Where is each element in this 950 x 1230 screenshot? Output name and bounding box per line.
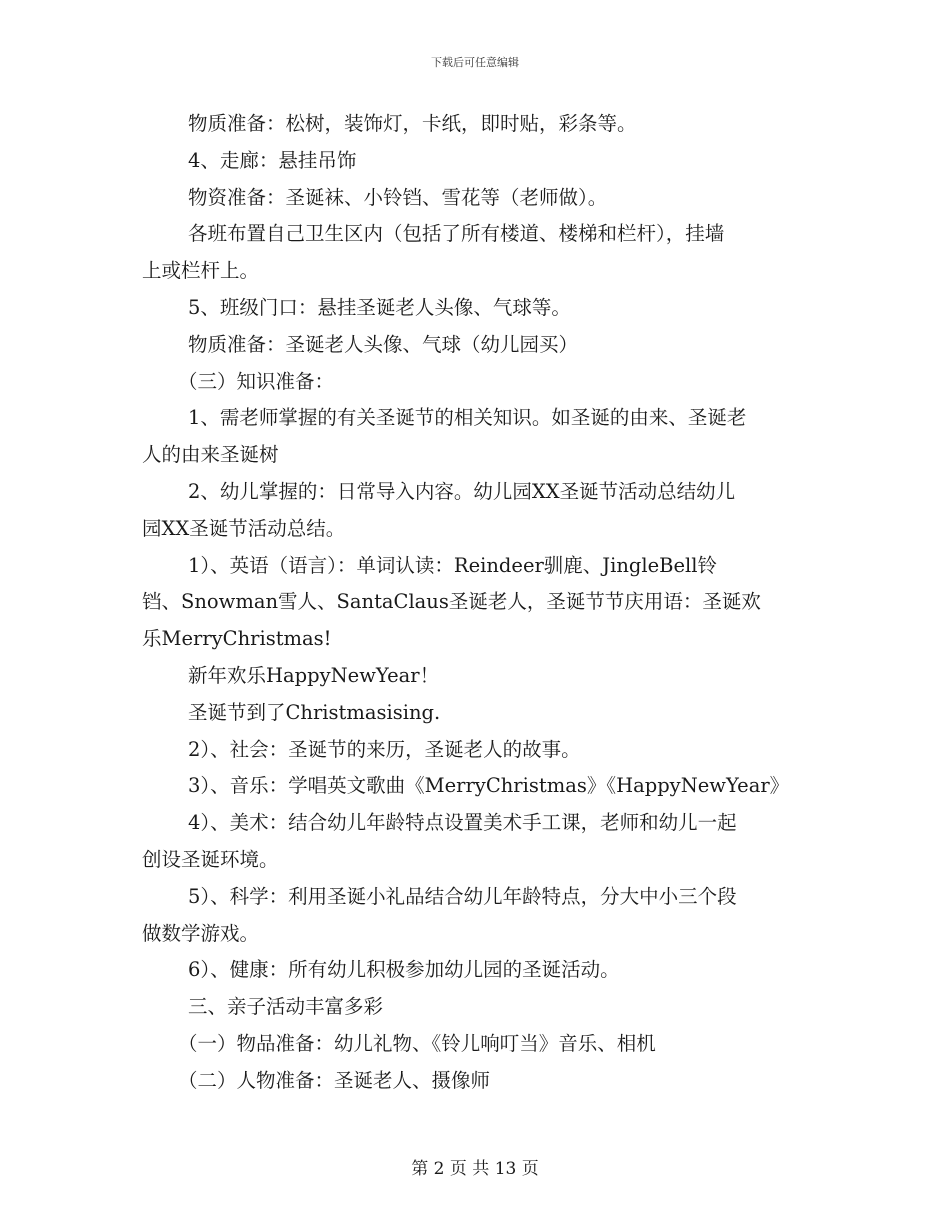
text-line: 人的由来圣诞树 (142, 443, 279, 467)
text-line: 铛、Snowman雪人、SantaClaus圣诞老人，圣诞节节庆用语：圣诞欢 (142, 590, 761, 614)
text-line: （一）物品准备：幼儿礼物、《铃儿响叮当》音乐、相机 (178, 1031, 656, 1055)
text-line: 5、班级门口：悬挂圣诞老人头像、气球等。 (188, 295, 571, 319)
text-line: 创设圣诞环境。 (142, 847, 279, 871)
text-line: 3）、音乐：学唱英文歌曲《MerryChristmas》《HappyNewYear》 (188, 774, 790, 798)
text-line: 做数学游戏。 (142, 921, 260, 945)
text-line: 物质准备：松树，装饰灯，卡纸，即时贴，彩条等。 (188, 112, 637, 135)
text-line: 上或栏杆上。 (142, 259, 260, 283)
text-line: （二）人物准备：圣诞老人、摄像师 (178, 1068, 491, 1092)
text-line: 2、幼儿掌握的：日常导入内容。幼儿园XX圣诞节活动总结幼儿 (188, 479, 736, 503)
text-line: 新年欢乐HappyNewYear！ (188, 663, 440, 687)
text-line: 1、需老师掌握的有关圣诞节的相关知识。如圣诞的由来、圣诞老 (188, 406, 747, 430)
text-line: 1）、英语（语言）：单词认读：Reindeer驯鹿、JingleBell铃 (188, 553, 718, 577)
page-header-note: 下载后可任意编辑 (431, 56, 519, 69)
section-heading: （三）知识准备： (178, 369, 335, 393)
text-line: 2）、社会：圣诞节的来历，圣诞老人的故事。 (188, 737, 581, 761)
text-line: 园XX圣诞节活动总结。 (142, 516, 346, 540)
text-line: 物资准备：圣诞袜、小铃铛、雪花等（老师做）。 (188, 185, 608, 209)
text-line: 4、走廊：悬挂吊饰 (188, 148, 357, 172)
text-line: 4）、美术：结合幼儿年龄特点设置美术手工课，老师和幼儿一起 (188, 811, 737, 835)
page-number: 第 2 页 共 13 页 (411, 1159, 539, 1179)
text-line: 乐MerryChristmas! (142, 627, 332, 651)
text-line: 6）、健康：所有幼儿积极参加幼儿园的圣诞活动。 (188, 958, 620, 982)
document-body (142, 106, 810, 1100)
text-line: 圣诞节到了Christmasising. (188, 700, 441, 724)
text-line: 物质准备：圣诞老人头像、气球（幼儿园买） (188, 332, 579, 356)
text-line: 各班布置自己卫生区内（包括了所有楼道、楼梯和栏杆），挂墙 (188, 222, 725, 246)
section-heading: 三、亲子活动丰富多彩 (188, 995, 384, 1019)
text-line: 5）、科学：利用圣诞小礼品结合幼儿年龄特点，分大中小三个段 (188, 884, 737, 908)
